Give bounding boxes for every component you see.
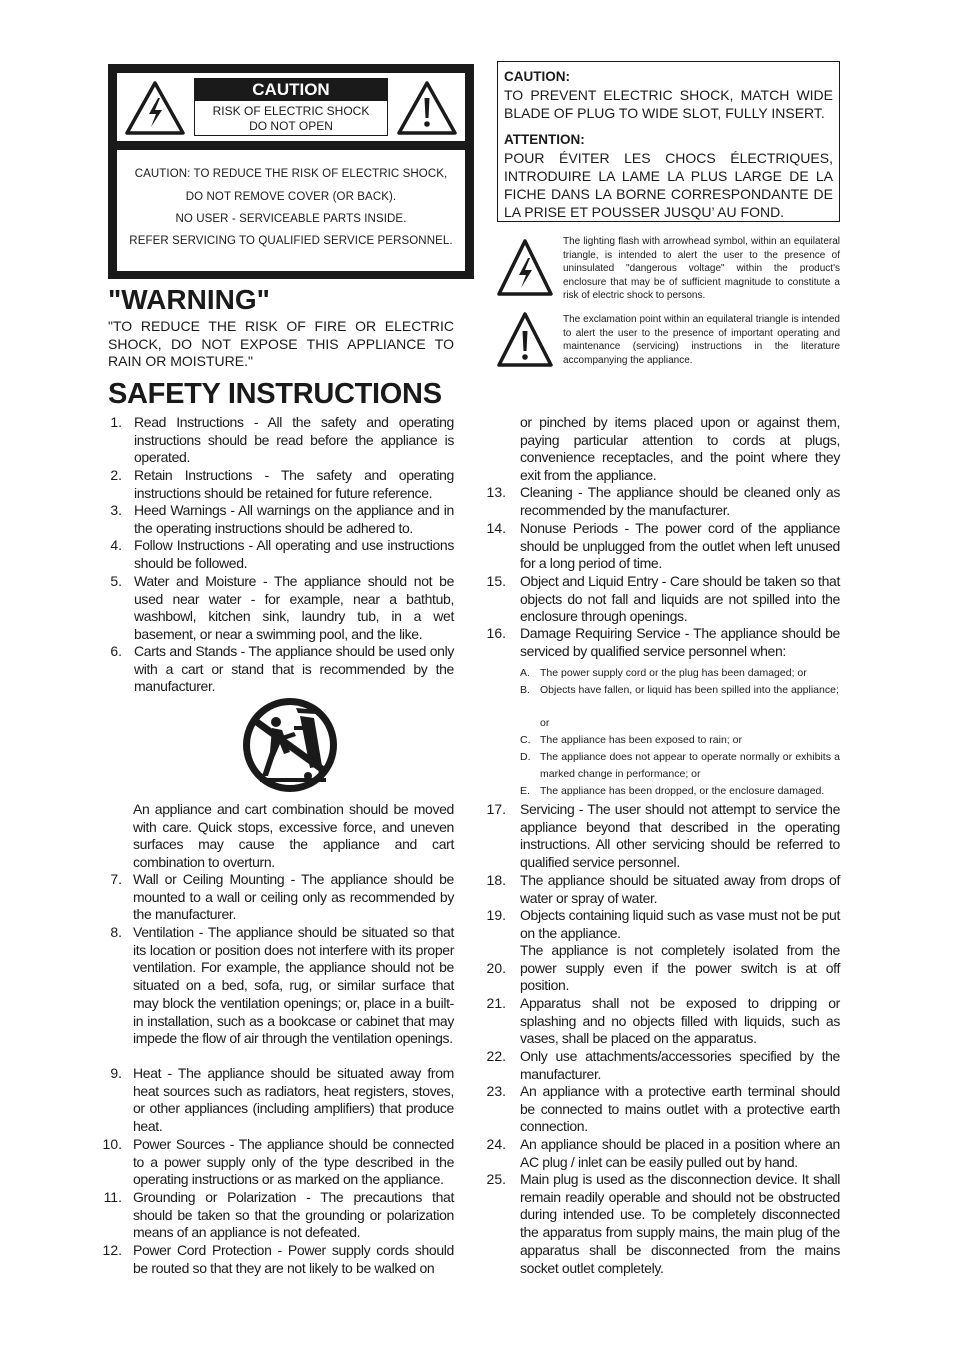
list-item: Follow Instructions - All operating and use instructions should be followed. [134,537,454,571]
warning-text: "TO REDUCE THE RISK OF FIRE OR ELECTRIC SHOCK, DO NOT EXPOSE THIS APPLIANCE TO RAIN OR MOISTURE." [108,318,454,369]
list-item: Servicing - The user should not attempt to service the appliance beyond that described in the operating instructions. All other servicing should be referred to qualified service personnel. [520,801,840,871]
caution-heading: CAUTION: [504,69,570,84]
list-item: Heed Warnings - All warnings on the appliance and in the operating instructions should be adhered to. [134,502,454,536]
item-number: 19. [486,907,506,923]
sub-item: Objects have fallen, or liquid has been spilled into the appliance; [540,684,839,696]
sub-item-letter: A. [520,667,530,679]
list-item: Water and Moisture - The appliance should not be used near water - for example, near a bathtub, washbowl, kitchen sink, laundry tub, in a wet basement, or near a swimming pool, and the like. [134,573,454,643]
item-number: 24. [486,1136,506,1152]
item-number: 10. [102,1136,122,1152]
list-item: An appliance with a protective earth terminal should be connected to mains outlet with a protective earth connection. [520,1083,840,1135]
list-item-continued: or pinched by items placed upon or against them, paying particular attention to cords at plugs, convenience receptacles, and the point where they exit from the appliance. [520,414,840,484]
list-item: The appliance should be situated away from drops of water or spray of water. [520,872,840,906]
list-item: Ventilation - The appliance should be situated so that its location or position does not interfere with its proper ventilation. For example, the appliance should not be situated on a bed, sofa, rug, or similar surface that may block the ventilation openings; or, place in a built-in installation, such as a bookcase or cabinet that may impede the flow of air through the ventilation openings. [133,924,454,1047]
sub-item-letter: B. [520,684,530,696]
item-number: 11. [103,1189,122,1205]
sub-item: The appliance has been dropped, or the enclosure damaged. [540,785,825,797]
sub-item: The power supply cord or the plug has been damaged; or [540,667,807,679]
list-item: Nonuse Periods - The power cord of the appliance should be unplugged from the outlet when left unused for a long period of time. [520,520,840,572]
lightning-triangle-icon [124,80,186,136]
list-item: Power Cord Protection - Power supply cords should be routed so that they are not likely to be walked on [133,1242,454,1276]
list-item: Power Sources - The appliance should be connected to a power supply only of the type described in the operating instructions or as marked on the appliance. [133,1136,454,1188]
caution-line: NO USER - SERVICEABLE PARTS INSIDE. [175,213,407,225]
sub-item-letter: D. [520,751,531,763]
list-item: The appliance is not completely isolated from the power supply even if the power switch is at off position. [520,942,840,994]
sub-item: or [540,717,550,729]
lightning-triangle-icon [496,238,554,298]
item-number: 16. [486,625,506,641]
item-number: 2. [110,467,122,483]
list-item: Cleaning - The appliance should be cleaned only as recommended by the manufacturer. [520,484,840,518]
list-item: Wall or Ceiling Mounting - The appliance should be mounted to a wall or ceiling only as recommended by the manufacturer. [133,871,454,923]
caution-line: DO NOT REMOVE COVER (OR BACK). [185,191,397,203]
cart-tip-over-warning-icon [238,696,342,794]
item-number: 14. [486,520,506,536]
item-number: 25. [486,1171,506,1187]
list-item: Only use attachments/accessories specified by the manufacturer. [520,1048,840,1082]
sub-item-letter: E. [520,785,530,797]
page-title: SAFETY INSTRUCTIONS [108,378,442,410]
list-item: Apparatus shall not be exposed to dripping or splashing and no objects filled with liquids, such as vases, shall be placed on the apparatus. [520,995,840,1047]
caution-sub1: RISK OF ELECTRIC SHOCK [212,104,370,118]
caution-line: REFER SERVICING TO QUALIFIED SERVICE PERSONNEL. [129,235,453,247]
lightning-symbol-text: The lighting flash with arrowhead symbol, within an equilateral triangle, is intended to alert the user to the presence of uninsulated "dangerous voltage" within the product's enclosure that may be of sufficient magnitude to constitute a risk of electric shock to persons. [563,236,840,301]
caution-text: TO PREVENT ELECTRIC SHOCK, MATCH WIDE BLADE OF PLUG TO WIDE SLOT, FULLY INSERT. [504,87,833,121]
attention-text: POUR ÉVITER LES CHOCS ÉLECTRIQUES, INTRODUIRE LA LAME LA PLUS LARGE DE LA FICHE DANS LA BORNE CORRESPONDANTE DE LA PRISE ET POUSSER JUSQU’ AU FOND. [504,150,833,220]
caution-line: CAUTION: TO REDUCE THE RISK OF ELECTRIC SHOCK, [134,168,448,180]
list-item: Damage Requiring Service - The appliance should be serviced by qualified service personnel when: [520,625,840,659]
item-number: 4. [110,537,122,553]
item-number: 12. [102,1242,122,1258]
list-item: Read Instructions - All the safety and operating instructions should be read before the appliance is operated. [134,414,454,466]
item-number: 5. [110,573,122,589]
list-item: Carts and Stands - The appliance should be used only with a cart or stand that is recommended by the manufacturer. [134,643,454,695]
item-number: 23. [486,1083,506,1099]
item-number: 6. [110,643,122,659]
item-number: 21. [486,995,506,1011]
exclamation-triangle-icon [496,311,554,369]
item-number: 7. [110,871,122,887]
list-item: An appliance should be placed in a position where an AC plug / inlet can be easily pulled out by hand. [520,1136,840,1170]
item-number: 22. [486,1048,506,1064]
item-number: 3. [110,502,122,518]
caution-sub2: DO NOT OPEN [249,119,333,133]
item-number: 9. [110,1065,122,1081]
plug-caution-box [497,61,840,222]
sub-item: The appliance has been exposed to rain; or [540,734,742,746]
item-number: 18. [486,872,506,888]
list-item: Retain Instructions - The safety and operating instructions should be retained for future reference. [134,467,454,501]
sub-item: The appliance does not appear to operate normally or exhibits a marked change in performance; or [540,751,840,780]
item-number: 17. [486,801,506,817]
list-item: Objects containing liquid such as vase must not be put on the appliance. [520,907,840,941]
caution-header: CAUTION [194,78,388,101]
sub-item-letter: C. [520,734,531,746]
item-number: 13. [486,484,506,500]
cart-caution-text: An appliance and cart combination should be moved with care. Quick stops, excessive force, and uneven surfaces may cause the appliance and cart combination to overturn. [133,801,454,871]
warning-title: "WARNING" [108,284,270,315]
list-item: Grounding or Polarization - The precautions that should be taken so that the grounding or polarization means of an appliance is not defeated. [133,1189,454,1241]
list-item: Heat - The appliance should be situated away from heat sources such as radiators, heat registers, stoves, or other appliances (including amplifiers) that produce heat. [133,1065,454,1135]
attention-heading: ATTENTION: [504,132,585,147]
exclamation-triangle-icon [396,80,458,136]
item-number: 15. [486,573,506,589]
item-number: 1. [110,414,122,430]
list-item: Object and Liquid Entry - Care should be taken so that objects do not fall and liquids are not spilled into the enclosure through openings. [520,573,840,625]
list-item: Main plug is used as the disconnection device. It shall remain readily operable and should not be obstructed during intended use. To be completely disconnected the apparatus from supply mains, the main plug of the apparatus shall be disconnected from the mains socket outlet completely. [520,1171,840,1276]
item-number: 20. [486,960,506,976]
item-number: 8. [110,924,122,940]
exclamation-symbol-text: The exclamation point within an equilateral triangle is intended to alert the user to the presence of important operating and maintenance (servicing) instructions in the literature accompanying the appliance. [563,314,840,366]
